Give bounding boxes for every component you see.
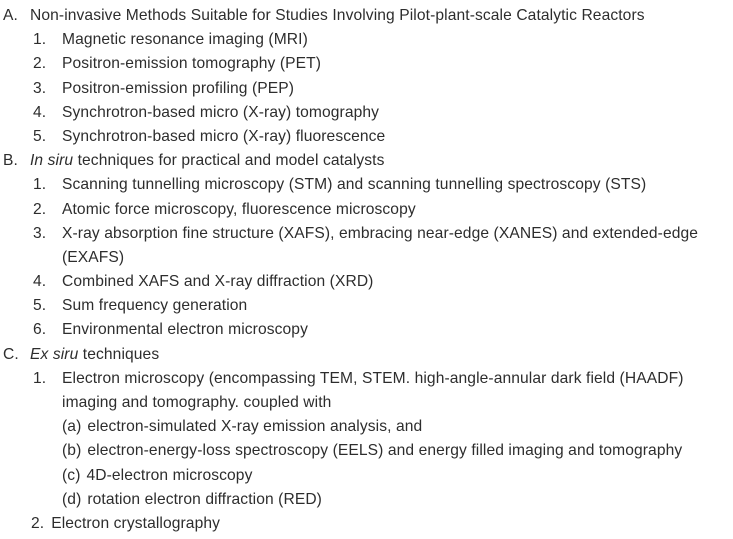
list-item bbox=[0, 512, 733, 536]
item-marker: 3. bbox=[33, 79, 47, 97]
item-text: Positron-emission tomography (PET) bbox=[62, 55, 322, 73]
list-item bbox=[0, 318, 733, 342]
item-marker: 1. bbox=[33, 369, 47, 387]
item-text: Electron microscopy (encompassing TEM, STEM. high-angle-annular dark field (HAADF) bbox=[62, 369, 684, 387]
item-marker: 5. bbox=[33, 297, 47, 315]
section-c-heading bbox=[0, 343, 733, 367]
item-text: (EXAFS) bbox=[62, 248, 125, 266]
item-text: Environmental electron microscopy bbox=[62, 321, 308, 339]
section-b-title-rest: techniques for practical and model catalysts bbox=[73, 152, 385, 170]
item-marker: 2. bbox=[33, 55, 47, 73]
item-text: Synchrotron-based micro (X-ray) tomography bbox=[62, 103, 380, 121]
sub-item bbox=[0, 488, 733, 512]
item-text: Electron crystallography bbox=[51, 514, 221, 532]
sub-item-marker: (c) bbox=[62, 466, 81, 484]
sub-item-text: 4D-electron microscopy bbox=[86, 466, 253, 484]
item-marker: 1. bbox=[33, 176, 47, 194]
item-marker: 3. bbox=[33, 224, 47, 242]
item-marker: 1. bbox=[33, 31, 47, 49]
item-marker: 2. bbox=[31, 514, 45, 532]
item-text: X-ray absorption fine structure (XAFS), embracing near-edge (XANES) and extended-edge bbox=[62, 224, 699, 242]
sub-item-text: electron-energy-loss spectroscopy (EELS) and energy filled imaging and tomography bbox=[87, 442, 683, 460]
section-c-title-rest: techniques bbox=[78, 345, 160, 363]
item-text: Scanning tunnelling microscopy (STM) and scanning tunnelling spectroscopy (STS) bbox=[62, 176, 647, 194]
item-text: imaging and tomography. coupled with bbox=[62, 394, 332, 411]
list-item bbox=[0, 173, 733, 197]
sub-item-text: rotation electron diffraction (RED) bbox=[87, 490, 322, 508]
list-item bbox=[0, 28, 733, 52]
sub-item bbox=[0, 464, 733, 488]
section-b-label: B. bbox=[3, 152, 18, 170]
list-item bbox=[0, 77, 733, 101]
section-c-label: C. bbox=[3, 345, 19, 363]
section-a-label: A. bbox=[3, 7, 18, 24]
sub-item-marker: (a) bbox=[62, 418, 82, 436]
list-item bbox=[0, 367, 733, 391]
section-b-title bbox=[30, 149, 385, 173]
item-text: Atomic force microscopy, fluorescence microscopy bbox=[62, 200, 416, 218]
list-item bbox=[0, 270, 733, 294]
section-a-title: Non-invasive Methods Suitable for Studies Involving Pilot-plant-scale Catalytic Reactors bbox=[30, 7, 645, 24]
list-item bbox=[0, 125, 733, 149]
item-continuation bbox=[0, 246, 733, 270]
sub-item bbox=[0, 439, 733, 463]
item-marker: 6. bbox=[33, 321, 47, 339]
sub-item-marker: (d) bbox=[62, 490, 82, 508]
item-text: Magnetic resonance imaging (MRI) bbox=[62, 31, 308, 49]
item-continuation bbox=[0, 391, 733, 415]
sub-item-text: electron-simulated X-ray emission analysis, and bbox=[87, 418, 423, 436]
sub-item-marker: (b) bbox=[62, 442, 82, 460]
section-c-title bbox=[30, 343, 159, 367]
item-marker: 4. bbox=[33, 103, 47, 121]
list-item bbox=[0, 52, 733, 76]
sub-item bbox=[0, 415, 733, 439]
list-item bbox=[0, 222, 733, 246]
item-text: Combined XAFS and X-ray diffraction (XRD) bbox=[62, 273, 374, 291]
item-marker: 2. bbox=[33, 200, 47, 218]
item-marker: 4. bbox=[33, 273, 47, 291]
list-item bbox=[0, 198, 733, 222]
list-item bbox=[0, 294, 733, 318]
item-text: Positron-emission profiling (PEP) bbox=[62, 79, 295, 97]
item-marker: 5. bbox=[33, 127, 47, 145]
item-text: Synchrotron-based micro (X-ray) fluorescence bbox=[62, 127, 386, 145]
section-b-heading bbox=[0, 149, 733, 173]
list-item bbox=[0, 101, 733, 125]
section-b-title-italic: In siru bbox=[30, 152, 74, 170]
item-text: Sum frequency generation bbox=[62, 297, 248, 315]
section-a-heading bbox=[0, 4, 733, 28]
section-c-title-italic: Ex siru bbox=[30, 345, 79, 363]
